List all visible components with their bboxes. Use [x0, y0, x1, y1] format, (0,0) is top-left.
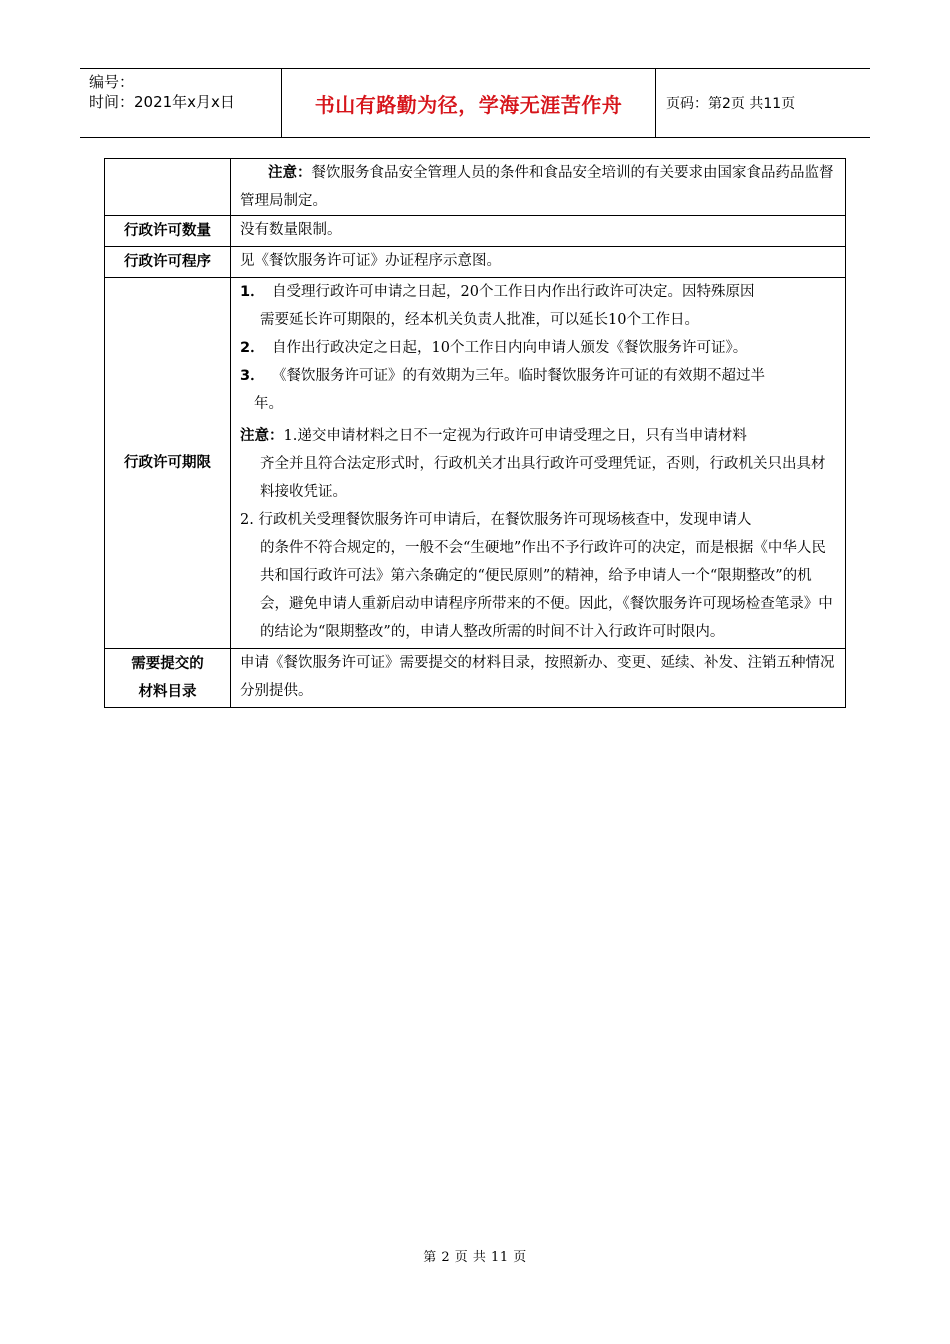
note-text: 1.递交申请材料之日不一定视为行政许可申请受理之日，只有当申请材料 — [283, 428, 747, 444]
document-number-label: 编号： — [89, 73, 135, 91]
label-line: 需要提交的 — [131, 656, 204, 672]
header-motto: 书山有路勤为径，学海无涯苦作舟 — [282, 69, 656, 137]
label-line: 材料目录 — [138, 684, 197, 700]
list-item — [240, 334, 837, 362]
note-paragraph: 2. 行政机关受理餐饮服务许可申请后，在餐饮服务许可现场核查中，发现申请人 — [240, 512, 752, 528]
empty-label-cell — [105, 159, 231, 216]
table-row — [105, 649, 846, 708]
materials-text: 申请《餐饮服务许可证》需要提交的材料目录，按照新办、变更、延续、补发、注销五种情况分别提供。 — [231, 649, 846, 708]
document-time: 时间：2021年x月x日 — [89, 93, 235, 111]
row-label-procedure: 行政许可程序 — [105, 247, 231, 278]
header-meta — [80, 69, 282, 137]
note-label: 注意： — [240, 428, 284, 444]
list-item — [240, 362, 837, 390]
note-paragraph — [240, 422, 837, 450]
note-continuation: 齐全并且符合法定形式时，行政机关才出具行政许可受理凭证，否则，行政机关只出具材料接收凭证。 — [260, 456, 826, 500]
procedure-text: 见《餐饮服务许可证》办证程序示意图。 — [231, 247, 846, 278]
row-label-quantity: 行政许可数量 — [105, 216, 231, 247]
table-row — [105, 278, 846, 649]
time-limit-content — [231, 278, 846, 649]
page-footer: 第 2 页 共 11 页 — [423, 1250, 527, 1265]
row-label-time-limit: 行政许可期限 — [105, 278, 231, 649]
table-row — [105, 247, 846, 278]
quantity-text: 没有数量限制。 — [231, 216, 846, 247]
note-label: 注意： — [268, 165, 312, 181]
list-item — [240, 278, 837, 306]
table-row — [105, 216, 846, 247]
item-text: 自作出行政决定之日起，10个工作日内向申请人颁发《餐饮服务许可证》。 — [272, 340, 748, 356]
item-continuation: 年。 — [254, 396, 283, 412]
table-row — [105, 159, 846, 216]
item-continuation: 需要延长许可期限的，经本机关负责人批准，可以延长10个工作日。 — [260, 312, 699, 328]
note-continuation: 的条件不符合规定的，一般不会“生硬地”作出不予行政许可的决定，而是根据《中华人民共和国行政许可法》第六条确定的“便民原则”的精神，给予申请人一个“限期整改”的机会，避免申请人重新启动申请程序所带来的不便。因此，《餐饮服务许可现场检查笔录》中的结论为“限期整改”的，申请人整改所需的时间不计入行政许可时限内。 — [260, 540, 833, 640]
content-cell — [231, 159, 846, 216]
item-number: 2． — [240, 340, 265, 356]
row-label-materials — [105, 649, 231, 708]
item-number: 3． — [240, 368, 265, 384]
item-number: 1． — [240, 284, 265, 300]
item-text: 《餐饮服务许可证》的有效期为三年。临时餐饮服务许可证的有效期不超过半 — [272, 368, 765, 384]
header-page-info: 页码：第2页 共11页 — [666, 96, 796, 112]
licensing-info-table — [104, 158, 846, 708]
item-text: 自受理行政许可申请之日起，20个工作日内作出行政许可决定。因特殊原因 — [272, 284, 755, 300]
page-header — [80, 68, 870, 138]
note-text: 餐饮服务食品安全管理人员的条件和食品安全培训的有关要求由国家食品药品监督管理局制定。 — [240, 165, 834, 209]
